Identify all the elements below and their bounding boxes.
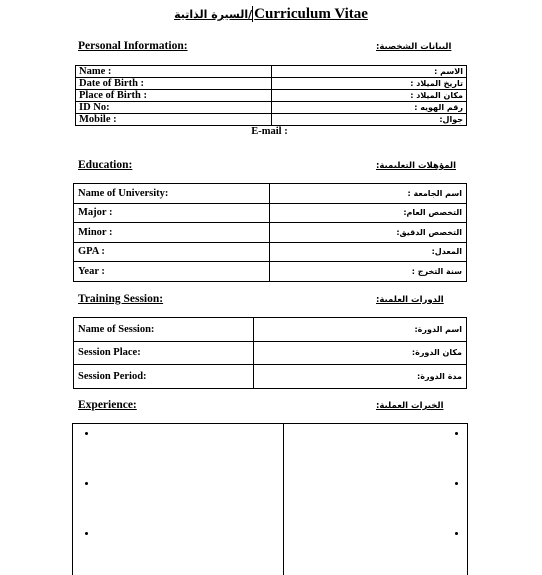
bullet-icon (85, 482, 88, 485)
table-row (74, 262, 467, 282)
document-title (0, 6, 542, 23)
bullet-icon (85, 532, 88, 535)
mobile-label-ar: جوال: (272, 114, 467, 126)
experience-box (72, 423, 468, 575)
university-label-ar: اسم الجامعة : (270, 184, 467, 204)
university-label: Name of University: (74, 184, 270, 204)
table-row (74, 223, 467, 243)
table-row (74, 318, 467, 342)
dob-label-ar: تاريخ الميلاد : (272, 78, 467, 90)
session-period-label-ar: مدة الدورة: (254, 365, 467, 389)
gpa-label: GPA : (74, 242, 270, 262)
gpa-label-ar: المعدل: (270, 242, 467, 262)
table-row (76, 90, 467, 102)
id-label: ID No: (76, 102, 272, 114)
bullet-icon (455, 532, 458, 535)
personal-heading-ar: البيانات الشخصية: (376, 42, 452, 52)
table-row (76, 78, 467, 90)
personal-info-table (75, 65, 467, 138)
session-place-label: Session Place: (74, 341, 254, 365)
pob-label: Place of Birth : (76, 90, 272, 102)
major-label: Major : (74, 203, 270, 223)
training-heading-ar: الدورات العلمية: (376, 295, 444, 305)
personal-heading-en: Personal Information: (78, 40, 188, 52)
session-name-label-ar: اسم الدورة: (254, 318, 467, 342)
education-table (73, 183, 467, 282)
session-place-label-ar: مكان الدورة: (254, 341, 467, 365)
education-heading-ar: المؤهلات التعليمية: (376, 161, 457, 171)
table-row (76, 126, 467, 138)
table-row (74, 184, 467, 204)
name-label: Name : (76, 66, 272, 78)
table-row (74, 341, 467, 365)
session-period-label: Session Period: (74, 365, 254, 389)
table-row (76, 66, 467, 78)
mobile-label: Mobile : (76, 114, 272, 126)
email-label: E-mail : (251, 126, 288, 138)
table-row (74, 365, 467, 389)
training-table (73, 317, 467, 389)
experience-heading-ar: الخبرات العملية: (376, 401, 444, 411)
table-row (76, 114, 467, 126)
title-english: Curriculum Vitae (254, 6, 368, 22)
dob-label: Date of Birth : (76, 78, 272, 90)
column-divider (283, 424, 284, 575)
title-arabic: السيرة الذاتية/ (174, 8, 253, 21)
session-name-label: Name of Session: (74, 318, 254, 342)
bullet-icon (455, 482, 458, 485)
id-label-ar: رقم الهويه : (272, 102, 467, 114)
name-label-ar: الاسم : (272, 66, 467, 78)
table-row (74, 242, 467, 262)
year-label: Year : (74, 262, 270, 282)
experience-heading-en: Experience: (78, 399, 137, 411)
minor-label-ar: التخصص الدقيق: (270, 223, 467, 243)
year-label-ar: سنة التخرج : (270, 262, 467, 282)
major-label-ar: التخصص العام: (270, 203, 467, 223)
table-row (74, 203, 467, 223)
table-row (76, 102, 467, 114)
pob-label-ar: مكان الميلاد : (272, 90, 467, 102)
education-heading-en: Education: (78, 159, 133, 171)
minor-label: Minor : (74, 223, 270, 243)
bullet-icon (455, 432, 458, 435)
bullet-icon (85, 432, 88, 435)
training-heading-en: Training Session: (78, 293, 164, 305)
